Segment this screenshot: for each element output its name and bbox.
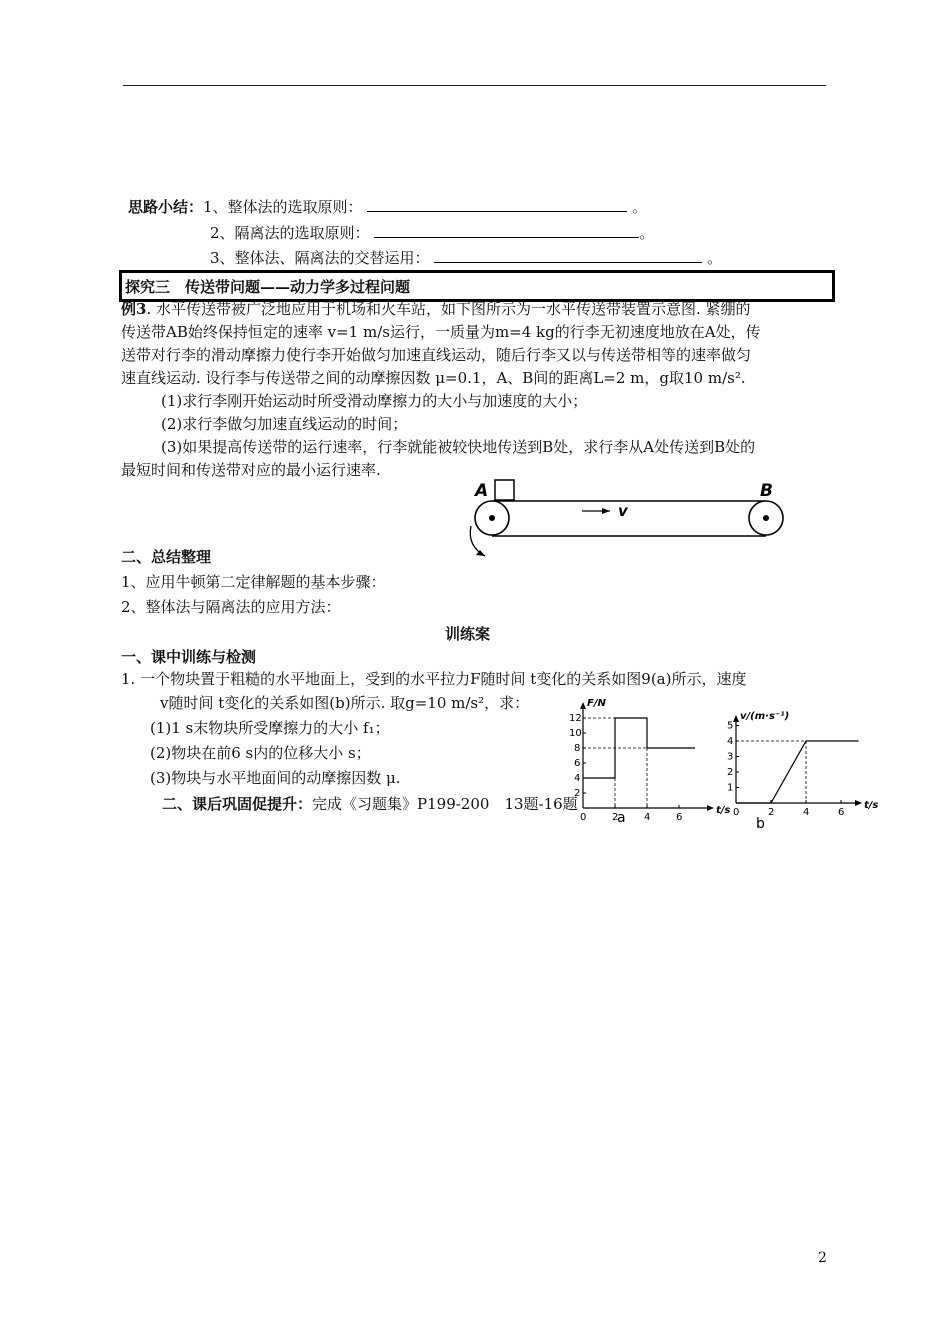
summary-line-1 bbox=[128, 196, 647, 217]
summary-line-2 bbox=[210, 222, 654, 243]
example-3-question-3b: 最短时间和传送带对应的最小运行速率. bbox=[121, 461, 381, 479]
y-tick-label: 2 bbox=[727, 767, 734, 778]
chart-b bbox=[712, 712, 877, 832]
belt-label-a: A bbox=[475, 481, 489, 501]
training-title: 训练案 bbox=[445, 625, 491, 643]
velocity-arrowhead bbox=[602, 508, 610, 514]
training-section-2-text: 完成《习题集》P199-200 13题-16题 bbox=[312, 795, 578, 813]
summary-item-1: 1、整体法的选取原则： bbox=[203, 198, 363, 216]
example-3-question-2: (2)求行李做匀加速直线运动的时间； bbox=[161, 415, 408, 433]
answer-blank-1[interactable] bbox=[367, 197, 627, 212]
pulley-left-axle bbox=[489, 515, 495, 521]
summary-item-3: 3、整体法、隔离法的交替运用： bbox=[210, 249, 430, 267]
conveyor-belt-figure bbox=[455, 470, 800, 565]
y-tick-label: 12 bbox=[569, 713, 582, 724]
y-tick-label: 4 bbox=[574, 773, 581, 784]
training-section-2-title: 二、课后巩固促提升： bbox=[162, 795, 313, 813]
y-axis-arrow bbox=[733, 715, 739, 722]
summary-line-3 bbox=[210, 247, 722, 268]
section-3-title: 探究三 传送带问题——动力学多过程问题 bbox=[125, 278, 411, 296]
chart-caption: a bbox=[617, 810, 626, 826]
x-axis-label: t/s bbox=[716, 805, 731, 816]
y-tick-label: 10 bbox=[569, 728, 582, 739]
summary-end-3: 。 bbox=[707, 249, 723, 267]
summary-2-item-2: 2、整体法与隔离法的应用方法： bbox=[121, 598, 341, 616]
problem-1-line-2: v随时间 t变化的关系如图(b)所示. 取g=10 m/s²，求： bbox=[160, 694, 530, 712]
summary-item-2: 2、隔离法的选取原则： bbox=[210, 224, 370, 242]
header-rule bbox=[123, 85, 826, 86]
y-tick-label: 3 bbox=[727, 751, 734, 763]
y-axis-label: v/(m·s⁻¹) bbox=[740, 711, 790, 722]
x-axis-arrow bbox=[855, 800, 862, 806]
example-3-line-1 bbox=[121, 298, 831, 321]
example-3-text-1: . 水平传送带被广泛地应用于机场和火车站，如下图所示为一水平传送带装置示意图. 紧绷的 bbox=[146, 300, 751, 318]
pulley-right-axle bbox=[763, 515, 769, 521]
summary-title: 思路小结： bbox=[128, 198, 204, 216]
answer-blank-3[interactable] bbox=[434, 248, 702, 263]
page-number: 2 bbox=[818, 1250, 827, 1266]
y-tick-label: 6 bbox=[574, 758, 581, 769]
example-3 bbox=[121, 298, 831, 482]
problem-1-line-1: 1. 一个物块置于粗糙的水平地面上，受到的水平拉力F随时间 t变化的关系如图9(a)所示，速度 bbox=[121, 670, 747, 688]
example-3-question-3a: (3)如果提高传送带的运行速率，行李就能被较快地传送到B处，求行李从A处传送到B处的 bbox=[161, 438, 756, 456]
example-3-line-4: 速直线运动. 设行李与传送带之间的动摩擦因数 μ=0.1，A、B间的距离L=2 m，g取10 m/s². bbox=[121, 369, 746, 387]
x-tick-label: 4 bbox=[644, 812, 651, 823]
training-section-2-line bbox=[162, 793, 578, 814]
luggage-box bbox=[495, 480, 514, 500]
x-tick-label: 0 bbox=[580, 812, 587, 823]
y-tick-label: 4 bbox=[727, 736, 734, 747]
velocity-label: v bbox=[618, 502, 628, 520]
x-tick-label: 0 bbox=[733, 807, 740, 818]
example-3-question-1: (1)求行李刚开始运动时所受滑动摩擦力的大小与加速度的大小； bbox=[161, 392, 588, 410]
summary-end-1: 。 bbox=[632, 198, 648, 216]
x-tick-label: 2 bbox=[768, 807, 775, 818]
summary-2-title: 二、总结整理 bbox=[121, 548, 212, 566]
problem-1-question-1: (1)1 s末物块所受摩擦力的大小 f₁； bbox=[150, 719, 390, 737]
chart-caption: b bbox=[756, 816, 765, 832]
y-axis-label: F/N bbox=[587, 698, 606, 709]
x-tick-label: 6 bbox=[838, 807, 845, 818]
training-section-1: 一、课中训练与检测 bbox=[121, 648, 257, 666]
belt-label-b: B bbox=[760, 481, 773, 501]
x-tick-label: 2 bbox=[612, 812, 619, 823]
chart-a bbox=[545, 698, 731, 833]
y-tick-label: 2 bbox=[574, 788, 581, 799]
problem-1-question-3: (3)物块与水平地面间的动摩擦因数 μ. bbox=[150, 769, 401, 787]
y-tick-label: 5 bbox=[727, 720, 734, 732]
summary-end-2: 。 bbox=[639, 224, 655, 242]
example-label: 例3 bbox=[121, 300, 147, 318]
x-tick-label: 4 bbox=[803, 807, 810, 818]
problem-1-question-2: (2)物块在前6 s内的位移大小 s； bbox=[150, 744, 371, 762]
answer-blank-2[interactable] bbox=[374, 223, 639, 238]
y-tick-label: 8 bbox=[574, 743, 581, 754]
x-tick-label: 6 bbox=[676, 812, 683, 823]
summary-2-item-1: 1、应用牛顿第二定律解题的基本步骤： bbox=[121, 573, 386, 591]
y-tick-label: 1 bbox=[727, 782, 734, 794]
example-3-line-2: 传送带AB始终保持恒定的速率 v=1 m/s运行，一质量为m=4 kg的行李无初速度地放在A处，传 bbox=[121, 323, 761, 341]
y-axis-arrow bbox=[580, 702, 586, 709]
x-axis-label: t/s bbox=[864, 800, 879, 811]
series-line bbox=[736, 741, 859, 803]
example-3-line-3: 送带对行李的滑动摩擦力使行李开始做匀加速直线运动，随后行李又以与传送带相等的速率做匀 bbox=[121, 346, 752, 364]
